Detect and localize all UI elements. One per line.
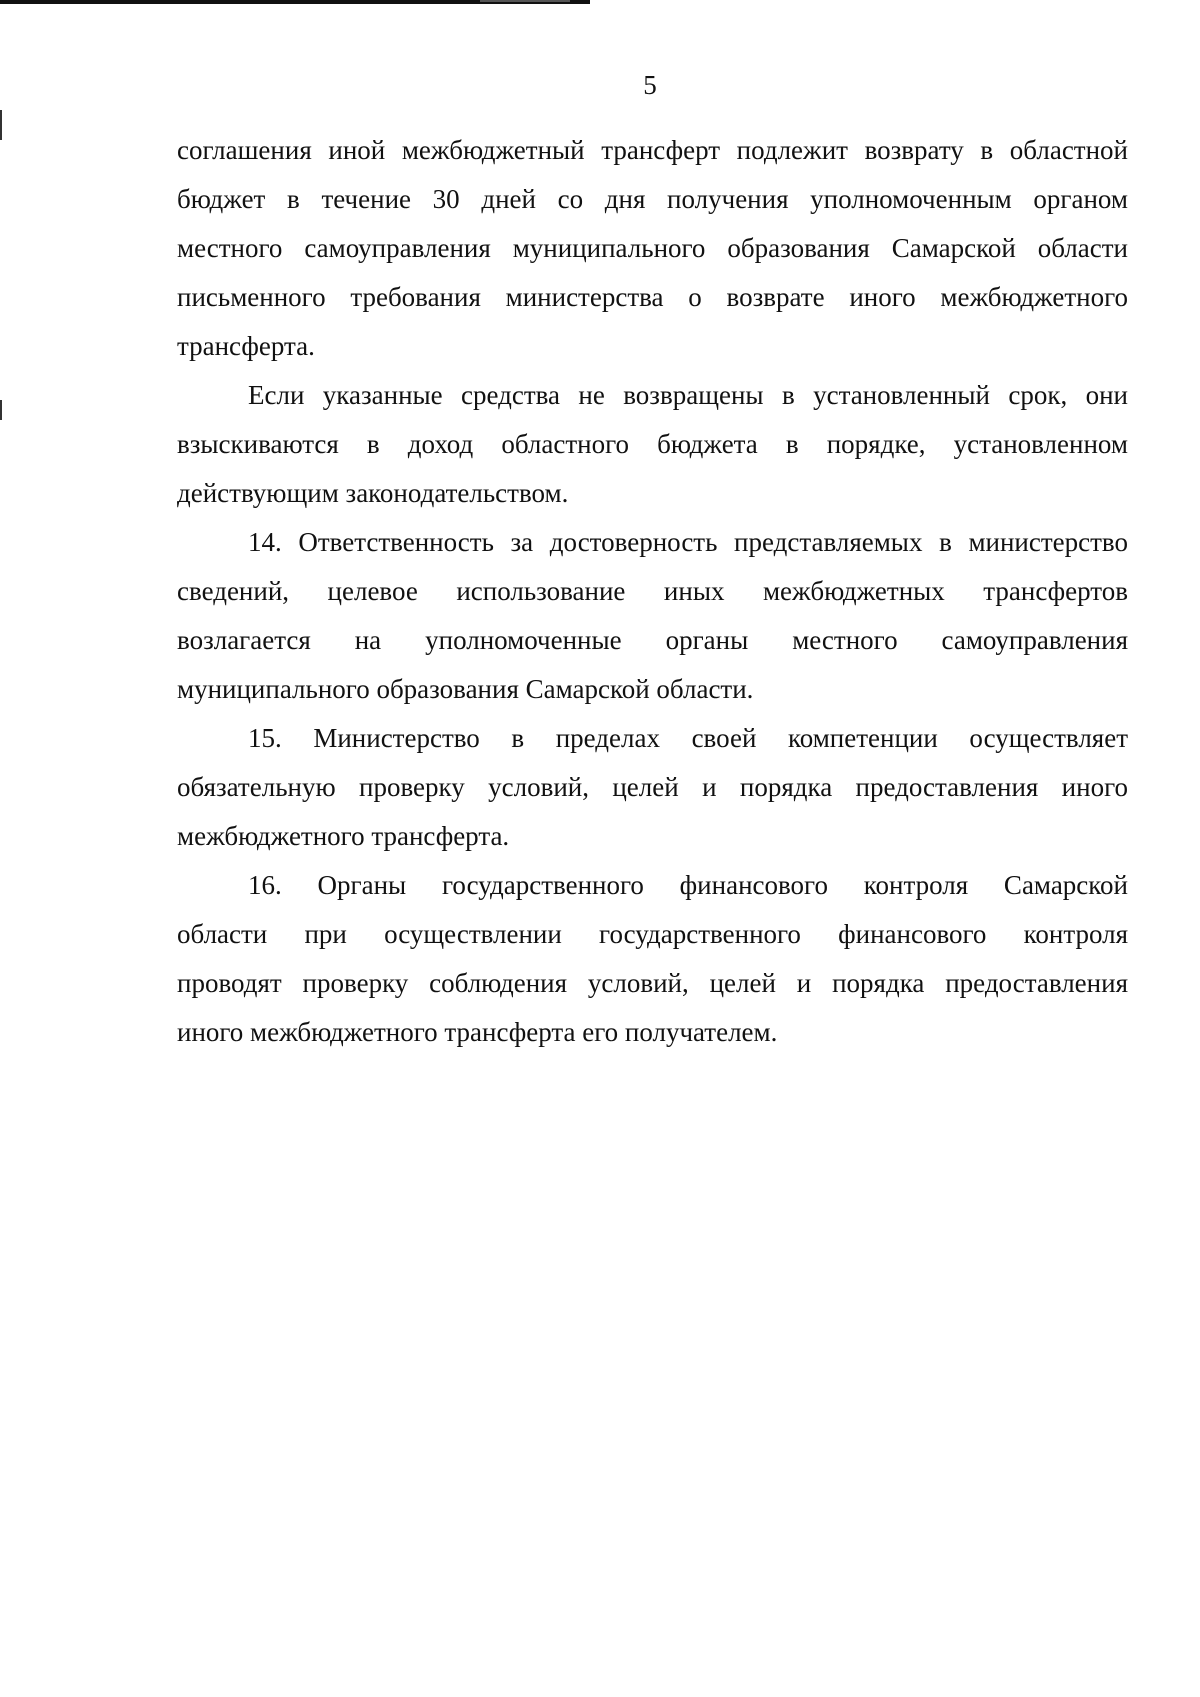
- text-line: бюджет в течение 30 дней со дня получения уполномоченным органом: [177, 184, 1128, 214]
- text-line: письменного требования министерства о возврате иного межбюджетного: [177, 282, 1128, 312]
- text-line: сведений, целевое использование иных межбюджетных трансфертов: [177, 576, 1128, 606]
- document-body: [177, 126, 1128, 1057]
- scan-left-edge: [0, 400, 2, 420]
- text-line: действующим законодательством.: [177, 478, 569, 508]
- text-line: Если указанные средства не возвращены в установленный срок, они: [248, 380, 1128, 410]
- paragraph: [177, 518, 1128, 714]
- text-line: межбюджетного трансферта.: [177, 821, 510, 851]
- text-line: 14. Ответственность за достоверность представляемых в министерство: [248, 527, 1128, 557]
- text-line: проводят проверку соблюдения условий, целей и порядка предоставления: [177, 968, 1128, 998]
- text-line: возлагается на уполномоченные органы местного самоуправления: [177, 625, 1128, 655]
- text-line: муниципального образования Самарской области.: [177, 674, 754, 704]
- text-line: местного самоуправления муниципального образования Самарской области: [177, 233, 1128, 263]
- paragraph: [177, 861, 1128, 1057]
- text-line: трансферта.: [177, 331, 315, 361]
- text-line: обязательную проверку условий, целей и порядка предоставления иного: [177, 772, 1128, 802]
- scan-top-edge-mark: [480, 0, 570, 2]
- text-line: соглашения иной межбюджетный трансферт подлежит возврату в областной: [177, 135, 1128, 165]
- text-line: 16. Органы государственного финансового контроля Самарской: [248, 870, 1128, 900]
- paragraph: [177, 371, 1128, 518]
- text-line: области при осуществлении государственного финансового контроля: [177, 919, 1128, 949]
- page-number: 5: [643, 70, 657, 100]
- text-line: 15. Министерство в пределах своей компетенции осуществляет: [248, 723, 1128, 753]
- text-line: иного межбюджетного трансферта его получателем.: [177, 1017, 778, 1047]
- paragraph: [177, 714, 1128, 861]
- scan-left-edge: [0, 110, 2, 140]
- paragraph: [177, 126, 1128, 371]
- text-line: взыскиваются в доход областного бюджета в порядке, установленном: [177, 429, 1128, 459]
